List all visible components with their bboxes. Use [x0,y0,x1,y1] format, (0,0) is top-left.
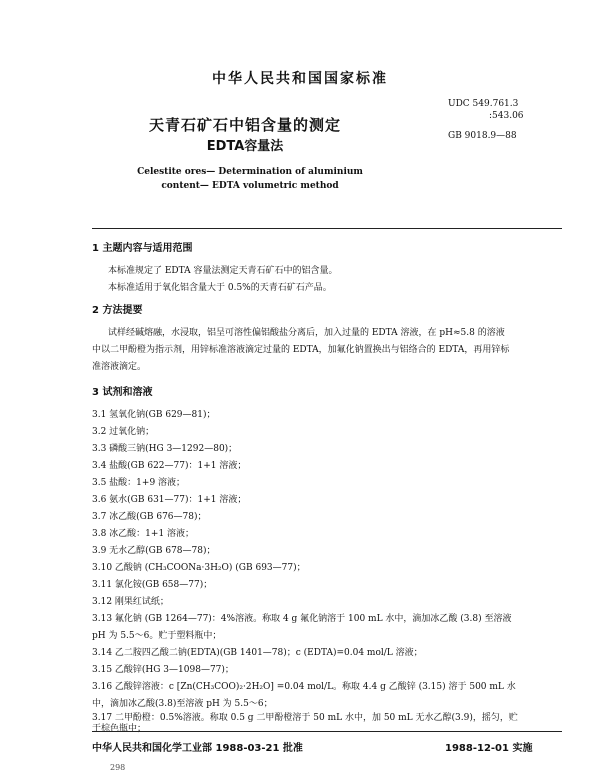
list-item: 3.3 磷酸三钠(HG 3—1292—80)； [92,444,238,454]
list-item: 3.9 无水乙醇(GB 678—78)； [92,546,216,556]
section-3-heading: 3 试剂和溶液 [92,387,153,398]
list-item: 3.10 乙酸钠 (CH₃COONa·3H₂O) (GB 693—77)； [92,563,306,573]
list-item: 3.6 氨水(GB 631—77)：1+1 溶液； [92,495,247,505]
list-item-continuation: 于棕色瓶中； [92,724,147,734]
list-item: 3.8 冰乙酸：1+1 溶液； [92,529,195,539]
list-item: 3.7 冰乙酸(GB 676—78)； [92,512,207,522]
list-item: 3.2 过氧化钠； [92,427,155,437]
section-1-heading: 1 主题内容与适用范围 [92,243,193,254]
document-subtitle: EDTA容量法 [206,139,284,154]
approval-line: 中华人民共和国化学工业部 1988-03-21 批准 [92,743,303,754]
gb-code: GB 9018.9—88 [448,131,517,141]
udc-code-suffix: :543.06 [489,111,524,121]
section-2-line-2: 中以二甲酚橙为指示剂，用锌标准溶液滴定过量的 EDTA，加氟化钠置换出与铝络合的 EDTA，再用锌标 [92,345,510,355]
section-2-line-3: 准溶液滴定。 [92,362,147,372]
bottom-divider [92,731,562,732]
page-number: 298 [110,763,126,772]
list-item: 3.14 乙二胺四乙酸二钠(EDTA)(GB 1401—78)；c (EDTA)=0.04 mol/L 溶液； [92,648,423,658]
udc-code: UDC 549.761.3 [448,99,519,109]
list-item: 3.16 乙酸锌溶液：c [Zn(CH₃COO)₂·2H₂O] =0.04 mol/L。称取 4.4 g 乙酸锌 (3.15) 溶于 500 mL 水 [92,682,516,692]
list-item: 3.12 刚果红试纸； [92,597,169,607]
section-1-paragraph-2: 本标准适用于氧化铝含量大于 0.5%的天青石矿石产品。 [108,283,332,293]
section-1-paragraph-1: 本标准规定了 EDTA 容量法测定天青石矿石中的铝含量。 [108,266,338,276]
list-item: 3.17 二甲酚橙：0.5%溶液。称取 0.5 g 二甲酚橙溶于 50 mL 水中，加 50 mL 无水乙醇(3.9)，摇匀，贮 [92,713,518,723]
list-item: 3.15 乙酸锌(HG 3—1098—77)； [92,665,234,675]
english-title-line1: Celestite ores— Determination of aluminium [137,167,363,177]
list-item-continuation: 中，滴加冰乙酸(3.8)至溶液 pH 为 5.5～6； [92,699,273,709]
list-item: 3.13 氟化钠 (GB 1264—77)：4%溶液。称取 4 g 氟化钠溶于 100 mL 水中，滴加冰乙酸 (3.8) 至溶液 [92,614,512,624]
list-item: 3.1 氢氧化钠(GB 629—81)； [92,410,216,420]
english-title-line2: content— EDTA volumetric method [161,181,339,191]
document-title: 天青石矿石中铝含量的测定 [148,116,341,134]
list-item: 3.11 氯化铵(GB 658—77)； [92,580,213,590]
standard-title: 中华人民共和国国家标准 [212,71,388,87]
list-item-continuation: pH 为 5.5～6。贮于塑料瓶中； [92,631,222,641]
section-2-line-1: 试样经碱熔融，水浸取，铝呈可溶性偏铝酸盐分离后，加入过量的 EDTA 溶液，在 pH≈5.8 的溶液 [108,328,505,338]
implementation-date: 1988-12-01 实施 [445,743,533,754]
top-divider [92,228,562,229]
list-item: 3.5 盐酸：1+9 溶液； [92,478,186,488]
section-2-heading: 2 方法提要 [92,305,143,316]
list-item: 3.4 盐酸(GB 622—77)：1+1 溶液； [92,461,247,471]
